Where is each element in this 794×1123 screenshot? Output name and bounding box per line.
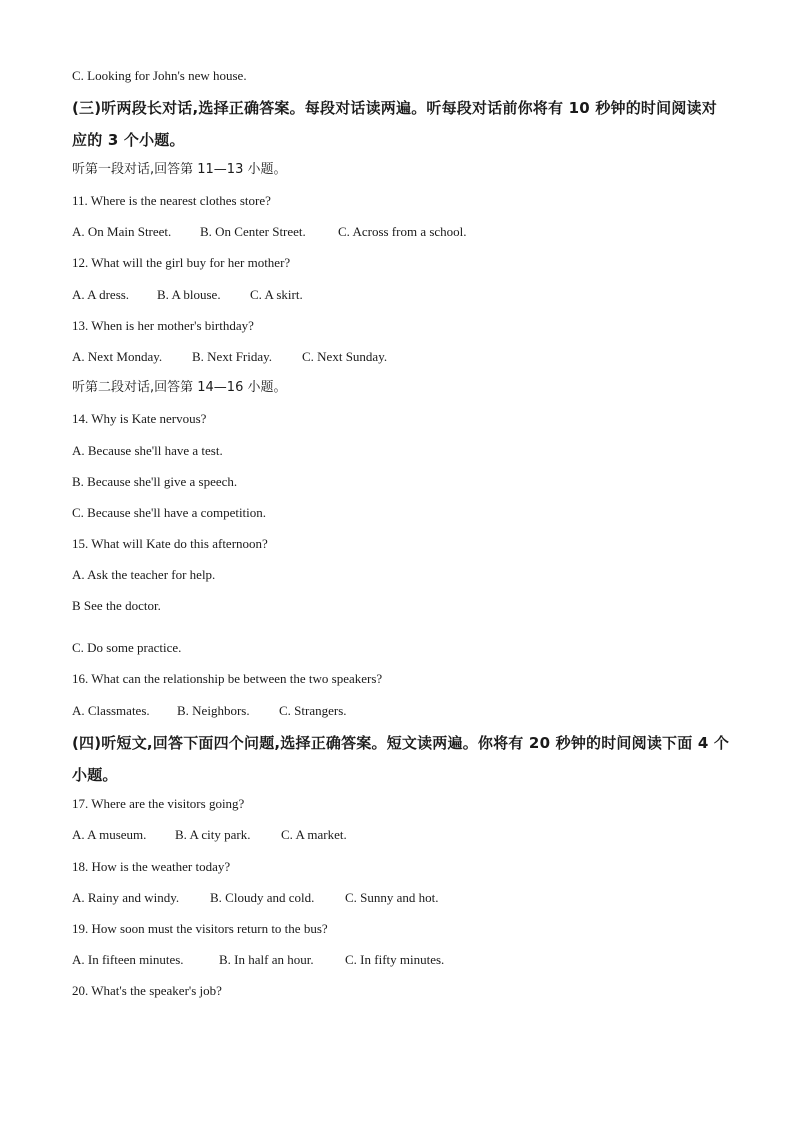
option-a: A. On Main Street. bbox=[72, 224, 172, 239]
option-a: A. In fifteen minutes. bbox=[72, 952, 184, 967]
option-line: C. Looking for John's new house. bbox=[72, 68, 247, 83]
options-17 bbox=[72, 827, 347, 843]
question-11: 11. Where is the nearest clothes store? bbox=[72, 193, 271, 208]
option-c: C. A skirt. bbox=[250, 287, 303, 302]
option-a: A. Ask the teacher for help. bbox=[72, 567, 216, 582]
question-16: 16. What can the relationship be between the two speakers? bbox=[72, 671, 383, 686]
section-heading-three: (三)听两段长对话,选择正确答案。每段对话读两遍。听每段对话前你将有 10 秒钟的时间阅读对应的 3 个小题。 bbox=[72, 99, 717, 149]
question-18: 18. How is the weather today? bbox=[72, 859, 231, 874]
question-14: 14. Why is Kate nervous? bbox=[72, 411, 207, 426]
option-b: B See the doctor. bbox=[72, 598, 161, 613]
option-c: C. Next Sunday. bbox=[302, 349, 388, 364]
option-c: C. Do some practice. bbox=[72, 640, 182, 655]
section-heading-four: (四)听短文,回答下面四个问题,选择正确答案。短文读两遍。你将有 20 秒钟的时间阅读下面 4 个小题。 bbox=[72, 734, 730, 784]
dialogue-instruction: 听第一段对话,回答第 11—13 小题。 bbox=[72, 162, 287, 177]
options-16 bbox=[72, 703, 347, 719]
option-a: A. Because she'll have a test. bbox=[72, 443, 223, 458]
option-c: C. Across from a school. bbox=[338, 224, 467, 239]
option-b: B. In half an hour. bbox=[219, 952, 314, 967]
question-13: 13. When is her mother's birthday? bbox=[72, 318, 254, 333]
option-c: C. Strangers. bbox=[279, 703, 347, 718]
option-b: B. Because she'll give a speech. bbox=[72, 474, 238, 489]
option-a: A. A dress. bbox=[72, 287, 130, 302]
options-13 bbox=[72, 349, 387, 365]
option-b: B. Next Friday. bbox=[192, 349, 273, 364]
option-c: C. Because she'll have a competition. bbox=[72, 505, 267, 520]
option-b: B. Neighbors. bbox=[177, 703, 250, 718]
option-c: C. In fifty minutes. bbox=[345, 952, 445, 967]
options-12 bbox=[72, 287, 303, 303]
question-12: 12. What will the girl buy for her mother? bbox=[72, 255, 291, 270]
options-11 bbox=[72, 224, 467, 240]
dialogue-instruction: 听第二段对话,回答第 14—16 小题。 bbox=[72, 380, 287, 395]
option-a: A. Rainy and windy. bbox=[72, 890, 180, 905]
option-b: B. Cloudy and cold. bbox=[210, 890, 315, 905]
question-15: 15. What will Kate do this afternoon? bbox=[72, 536, 268, 551]
option-a: A. A museum. bbox=[72, 827, 147, 842]
question-19: 19. How soon must the visitors return to the bus? bbox=[72, 921, 328, 936]
question-17: 17. Where are the visitors going? bbox=[72, 796, 245, 811]
option-b: B. A city park. bbox=[175, 827, 251, 842]
option-c: C. A market. bbox=[281, 827, 347, 842]
options-19 bbox=[72, 952, 444, 968]
option-c: C. Sunny and hot. bbox=[345, 890, 439, 905]
option-b: B. On Center Street. bbox=[200, 224, 306, 239]
option-a: A. Next Monday. bbox=[72, 349, 163, 364]
option-b: B. A blouse. bbox=[157, 287, 221, 302]
question-20: 20. What's the speaker's job? bbox=[72, 983, 222, 998]
option-a: A. Classmates. bbox=[72, 703, 150, 718]
options-18 bbox=[72, 890, 439, 906]
